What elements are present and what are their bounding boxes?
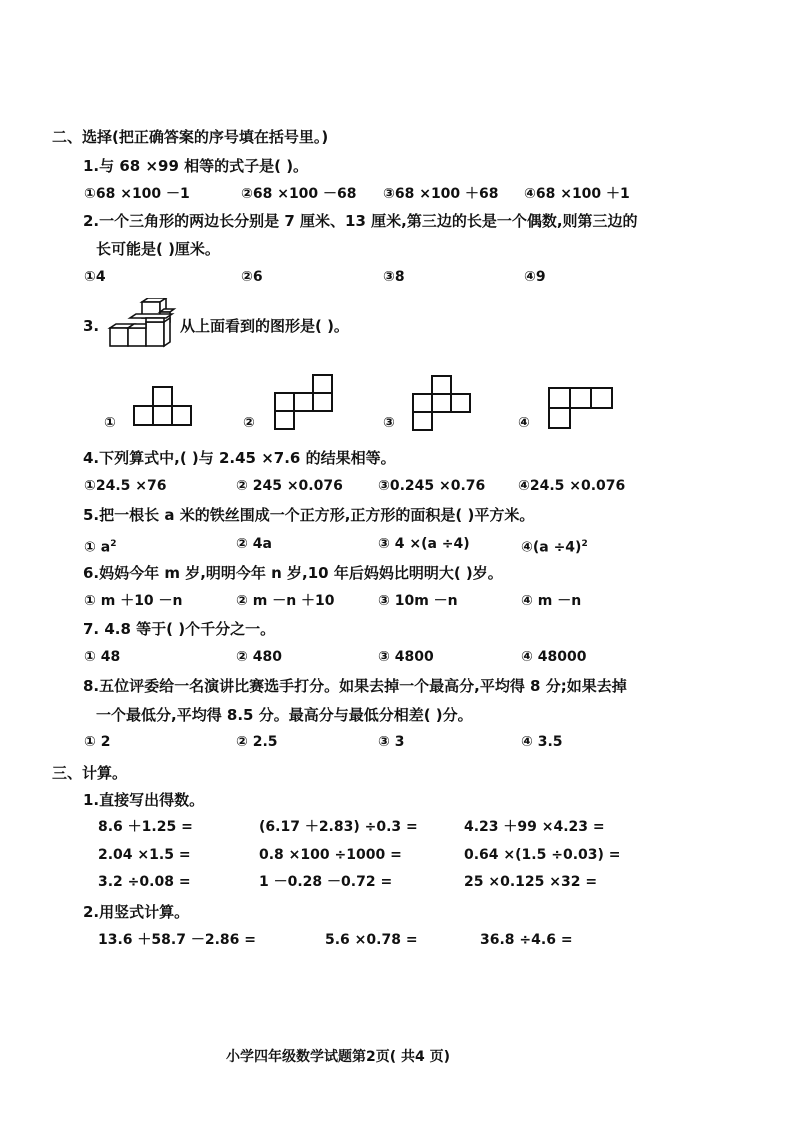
calc-item: 0.64 ×(1.5 ÷0.03) = [464, 847, 621, 863]
q7-option-1: ① 48 [84, 649, 121, 665]
calc-item: 3.2 ÷0.08 = [98, 874, 191, 890]
q2-option-4: ④9 [524, 269, 546, 285]
calc-item: 25 ×0.125 ×32 = [464, 874, 598, 890]
calc-item: 4.23 ＋99 ×4.23 = [464, 819, 605, 835]
q7-option-3: ③ 4800 [378, 649, 434, 665]
q5-stem: 5.把一根长 a 米的铁丝围成一个正方形,正方形的面积是( )平方米。 [83, 506, 535, 524]
q4-stem: 4.下列算式中,( )与 2.45 ×7.6 的结果相等。 [83, 449, 396, 467]
q5-option-1-exponent: 2 [110, 539, 117, 549]
q3-option-2-figure [274, 373, 336, 433]
q7-option-4: ④ 48000 [521, 649, 587, 665]
calc-item: 2.04 ×1.5 = [98, 847, 191, 863]
calc-item: 1 －0.28 －0.72 = [259, 874, 393, 890]
q5-option-4 [521, 535, 588, 557]
q2-stem-line2: 长可能是( )厘米。 [96, 240, 220, 258]
q5-option-1-text: ① a [84, 539, 111, 556]
q2-stem-line1: 2.一个三角形的两边长分别是 7 厘米、13 厘米,第三边的长是一个偶数,则第三边的 [83, 212, 638, 230]
calc-part2-title: 2.用竖式计算。 [83, 903, 190, 921]
section-2-title: 二、选择(把正确答案的序号填在括号里。) [52, 128, 329, 146]
q7-stem: 7. 4.8 等于( )个千分之一。 [83, 620, 276, 638]
q8-stem-line1: 8.五位评委给一名演讲比赛选手打分。如果去掉一个最高分,平均得 8 分;如果去掉 [83, 677, 627, 695]
q1-stem: 1.与 68 ×99 相等的式子是( )。 [83, 157, 309, 175]
q5-option-1 [84, 535, 116, 557]
q5-option-4-exponent: 2 [581, 539, 588, 549]
q6-option-4: ④ m －n [521, 593, 582, 609]
q3-option-1-figure [133, 385, 195, 429]
q7-option-2: ② 480 [236, 649, 282, 665]
q6-option-1: ① m ＋10 －n [84, 593, 183, 609]
q3-option-4-label: ④ [518, 415, 530, 431]
q8-stem-line2: 一个最低分,平均得 8.5 分。最高分与最低分相差( )分。 [96, 706, 473, 724]
q4-option-1: ①24.5 ×76 [84, 478, 167, 494]
q2-option-2: ②6 [241, 269, 263, 285]
q1-option-4: ④68 ×100 ＋1 [524, 186, 630, 202]
q5-option-3: ③ 4 ×(a ÷4) [378, 536, 470, 552]
q3-stem: 从上面看到的图形是( )。 [180, 317, 349, 335]
q8-option-4: ④ 3.5 [521, 734, 563, 750]
vertical-calc-item: 13.6 ＋58.7 －2.86 = [98, 932, 256, 948]
q2-option-3: ③8 [383, 269, 405, 285]
section-3-title: 三、计算。 [52, 764, 128, 782]
q6-stem: 6.妈妈今年 m 岁,明明今年 n 岁,10 年后妈妈比明明大( )岁。 [83, 564, 503, 582]
q2-option-1: ①4 [84, 269, 106, 285]
q8-option-2: ② 2.5 [236, 734, 278, 750]
calc-part1-title: 1.直接写出得数。 [83, 791, 205, 809]
q6-option-3: ③ 10m －n [378, 593, 458, 609]
calc-item: (6.17 ＋2.83) ÷0.3 = [259, 819, 418, 835]
q4-option-4: ④24.5 ×0.076 [518, 478, 626, 494]
q1-option-1: ①68 ×100 －1 [84, 186, 190, 202]
q6-option-2: ② m －n ＋10 [236, 593, 335, 609]
q1-option-3: ③68 ×100 ＋68 [383, 186, 499, 202]
page-footer: 小学四年级数学试题第2页( 共4 页) [226, 1049, 451, 1065]
q3-number: 3. [83, 317, 100, 335]
q4-option-2: ② 245 ×0.076 [236, 478, 343, 494]
q3-option-1-label: ① [104, 415, 116, 431]
vertical-calc-item: 36.8 ÷4.6 = [480, 932, 573, 948]
q5-option-2: ② 4a [236, 536, 272, 552]
q4-option-3: ③0.245 ×0.76 [378, 478, 486, 494]
vertical-calc-item: 5.6 ×0.78 = [325, 932, 418, 948]
calc-item: 8.6 ＋1.25 = [98, 819, 193, 835]
q3-option-4-figure [548, 386, 616, 432]
q1-option-2: ②68 ×100 －68 [241, 186, 357, 202]
q5-option-4-text: ④(a ÷4) [521, 539, 582, 556]
q3-option-2-label: ② [243, 415, 255, 431]
calc-item: 0.8 ×100 ÷1000 = [259, 847, 402, 863]
q8-option-1: ① 2 [84, 734, 111, 750]
q3-cube-figure [104, 298, 180, 350]
q3-option-3-label: ③ [383, 415, 395, 431]
q8-option-3: ③ 3 [378, 734, 405, 750]
q3-option-3-figure [412, 374, 474, 434]
